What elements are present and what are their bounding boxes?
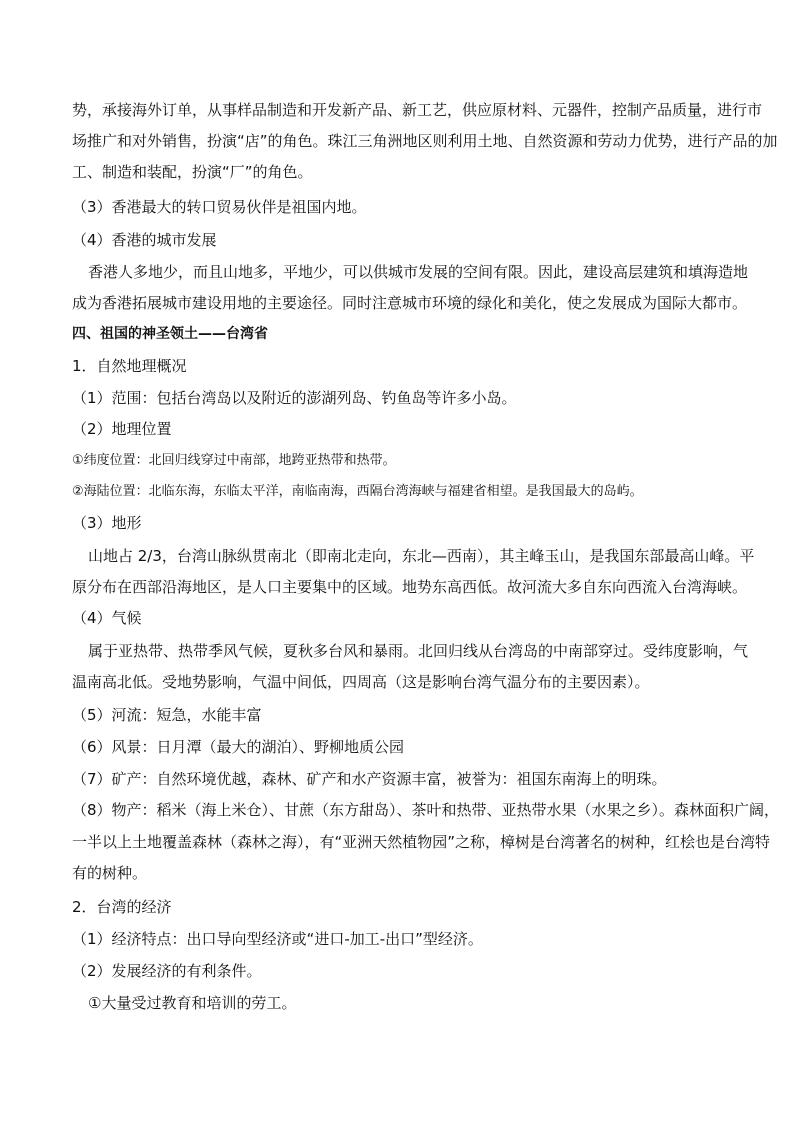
paragraph-line: 温南高北低。受地势影响，气温中间低，四周高（这是影响台湾气温分布的主要因素）。 bbox=[72, 673, 650, 691]
section-heading: 四、祖国的神圣领土——台湾省 bbox=[72, 326, 268, 342]
subsection-heading: 2．台湾的经济 bbox=[72, 898, 172, 916]
paragraph-line: 成为香港拓展城市建设用地的主要途径。同时注意城市环境的绿化和美化，使之发展成为国际大都市。 bbox=[72, 294, 748, 312]
list-item: （4）气候 bbox=[72, 609, 142, 627]
list-item: ①纬度位置：北回归线穿过中南部，地跨亚热带和热带。 bbox=[72, 453, 396, 468]
list-item: （6）风景：日月潭（最大的湖泊）、野柳地质公园 bbox=[72, 738, 405, 756]
list-item: ②海陆位置：北临东海，东临太平洋，南临南海，西隔台湾海峡与福建省相望。是我国最大的岛屿。 bbox=[72, 484, 643, 499]
paragraph-line: 工、制造和装配，扮演“厂”的角色。 bbox=[72, 163, 313, 181]
list-item: （2）发展经济的有利条件。 bbox=[72, 962, 262, 980]
paragraph-line: 有的树种。 bbox=[72, 864, 148, 882]
paragraph-line: 势，承接海外订单，从事样品制造和开发新产品、新工艺，供应原材料、元器件，控制产品质量，进行市 bbox=[72, 101, 763, 119]
paragraph-line: 属于亚热带、热带季风气候，夏秋多台风和暴雨。北回归线从台湾岛的中南部穿过。受纬度影响，气 bbox=[88, 642, 749, 660]
list-item: （1）范围：包括台湾岛以及附近的澎湖列岛、钓鱼岛等许多小岛。 bbox=[72, 389, 517, 407]
list-item: （4）香港的城市发展 bbox=[72, 231, 217, 249]
list-item: （7）矿产：自然环境优越，森林、矿产和水产资源丰富，被誉为：祖国东南海上的明珠。 bbox=[72, 770, 667, 788]
list-item: （3）地形 bbox=[72, 514, 142, 532]
paragraph-line: 场推广和对外销售，扮演“店”的角色。珠江三角洲地区则利用土地、自然资源和劳动力优势，进行产品的加 bbox=[72, 132, 778, 150]
list-item: （1）经济特点：出口导向型经济或“进口-加工-出口”型经济。 bbox=[72, 930, 483, 948]
list-item: （2）地理位置 bbox=[72, 420, 172, 438]
paragraph-line: 原分布在西部沿海地区，是人口主要集中的区域。地势东高西低。故河流大多自东向西流入台湾海峡。 bbox=[72, 578, 748, 596]
paragraph-line: 香港人多地少，而且山地多，平地少，可以供城市发展的空间有限。因此，建设高层建筑和填海造地 bbox=[88, 263, 749, 281]
subsection-heading: 1．自然地理概况 bbox=[72, 357, 187, 375]
list-item: （3）香港最大的转口贸易伙伴是祖国内地。 bbox=[72, 198, 367, 216]
paragraph-line: 一半以上土地覆盖森林（森林之海），有“亚洲天然植物园”之称，樟树是台湾著名的树种，红桧也是台湾特 bbox=[72, 833, 771, 851]
paragraph-line: 山地占 2/3，台湾山脉纵贯南北（即南北走向，东北—西南），其主峰玉山，是我国东部最高山峰。平 bbox=[88, 547, 755, 565]
list-item: ①大量受过教育和培训的劳工。 bbox=[88, 994, 297, 1012]
list-item: （8）物产：稻米（海上米仓）、甘蔗（东方甜岛）、茶叶和热带、亚热带水果（水果之乡）。森林面积广阔， bbox=[72, 801, 780, 819]
list-item: （5）河流：短急，水能丰富 bbox=[72, 706, 262, 724]
